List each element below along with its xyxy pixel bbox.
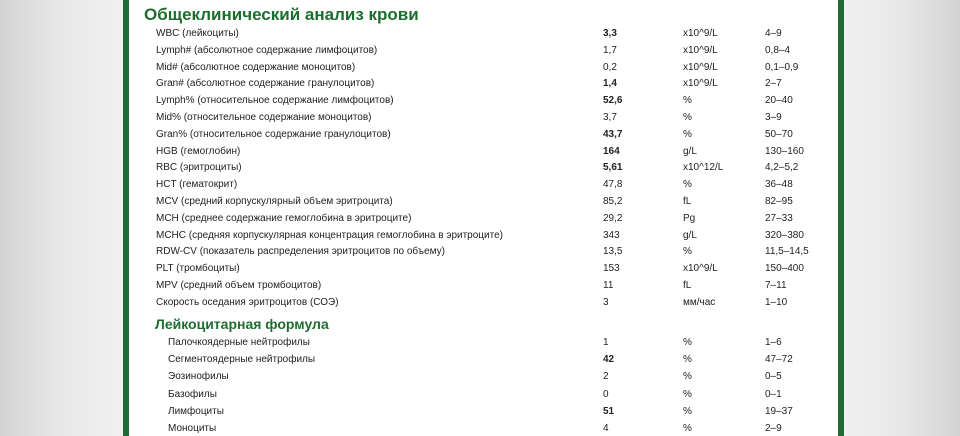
table-row	[129, 143, 838, 160]
test-unit: x10^9/L	[683, 28, 718, 39]
table-row	[129, 126, 838, 143]
reference-range: 1–10	[765, 296, 788, 308]
test-value: 3,7	[603, 112, 617, 123]
table-row	[129, 386, 838, 403]
test-unit: %	[683, 179, 692, 191]
reference-range: 130–160	[765, 145, 804, 157]
reference-range: 2–7	[765, 78, 782, 90]
reference-range: 320–380	[765, 229, 804, 241]
test-unit: %	[683, 128, 692, 140]
test-unit: fL	[683, 280, 692, 291]
test-name: Сегментоядерные нейтрофилы	[168, 354, 316, 366]
table-row	[129, 243, 838, 260]
test-name: MCV (средний корпускулярный объем эритроцита)	[156, 196, 393, 207]
reference-range: 50–70	[765, 128, 793, 140]
test-value: 13,5	[603, 246, 623, 258]
test-value: 164	[603, 145, 620, 157]
test-name: Gran# (абсолютное содержание гранулоцитов)	[156, 78, 375, 90]
test-value: 47,8	[603, 179, 623, 191]
test-name: PLT (тромбоциты)	[156, 263, 240, 275]
test-value: 153	[603, 263, 620, 275]
test-name: HCT (гематокрит)	[156, 179, 238, 191]
section-title-leukocyte-formula: Лейкоцитарная формула	[155, 316, 329, 332]
table-row	[129, 25, 838, 42]
test-value: 52,6	[603, 95, 623, 107]
test-name: Mid% (относительное содержание моноцитов)	[156, 112, 372, 123]
table-row	[129, 334, 838, 351]
test-unit: %	[683, 405, 692, 417]
reference-range: 36–48	[765, 179, 793, 191]
reference-range: 27–33	[765, 212, 793, 224]
test-unit: %	[683, 95, 692, 107]
reference-range: 47–72	[765, 354, 793, 366]
test-unit: fL	[683, 196, 692, 207]
table-row	[129, 294, 838, 311]
reference-range: 0,1–0,9	[765, 61, 799, 73]
test-unit: %	[683, 112, 692, 123]
test-unit: %	[683, 337, 692, 348]
test-value: 51	[603, 405, 615, 417]
table-row	[129, 176, 838, 193]
test-unit: Pg	[683, 212, 696, 224]
test-name: HGB (гемоглобин)	[156, 145, 241, 157]
test-unit: x10^12/L	[683, 162, 724, 174]
test-value: 42	[603, 354, 615, 366]
test-value: 3,3	[603, 28, 617, 39]
table-row	[129, 420, 838, 436]
reference-range: 1–6	[765, 337, 782, 348]
reference-range: 4,2–5,2	[765, 162, 799, 174]
reference-range: 0,8–4	[765, 44, 791, 56]
table-row	[129, 109, 838, 126]
reference-range: 0–5	[765, 371, 782, 383]
test-name: RDW-CV (показатель распределения эритроцитов по объему)	[156, 246, 445, 258]
test-value: 85,2	[603, 196, 623, 207]
test-value: 3	[603, 296, 609, 308]
test-name: Моноциты	[168, 423, 217, 434]
test-name: RBC (эритроциты)	[156, 162, 242, 174]
test-name: Базофилы	[168, 388, 217, 400]
test-value: 2	[603, 371, 609, 383]
test-name: Палочкоядерные нейтрофилы	[168, 337, 310, 348]
table-row	[129, 351, 838, 368]
reference-range: 20–40	[765, 95, 793, 107]
test-value: 1	[603, 337, 609, 348]
reference-range: 19–37	[765, 405, 793, 417]
test-value: 43,7	[603, 128, 623, 140]
test-value: 5,61	[603, 162, 623, 174]
test-unit: %	[683, 388, 692, 400]
table-row	[129, 193, 838, 210]
test-unit: мм/час	[683, 296, 716, 308]
table-row	[129, 210, 838, 227]
report-panel	[123, 0, 844, 436]
table-row	[129, 403, 838, 420]
test-value: 0,2	[603, 61, 617, 73]
test-name: MPV (средний объем тромбоцитов)	[156, 280, 322, 291]
test-value: 0	[603, 388, 609, 400]
report-title: Общеклинический анализ крови	[144, 5, 419, 24]
reference-range: 11,5–14,5	[765, 246, 809, 258]
test-name: Lymph# (абсолютное содержание лимфоцитов)	[156, 44, 378, 56]
test-name: WBC (лейкоциты)	[156, 28, 239, 39]
test-unit: x10^9/L	[683, 263, 718, 275]
test-name: Лимфоциты	[168, 405, 224, 417]
test-name: MCHC (средняя корпускулярная концентрация гемоглобина в эритроците)	[156, 229, 503, 241]
test-name: Lymph% (относительное содержание лимфоцитов)	[156, 95, 394, 107]
test-name: MCH (среднее содержание гемоглобина в эритроците)	[156, 212, 412, 224]
test-unit: %	[683, 423, 692, 434]
reference-range: 2–9	[765, 423, 782, 434]
test-name: Gran% (относительное содержание гранулоцитов)	[156, 128, 391, 140]
test-name: Mid# (абсолютное содержание моноцитов)	[156, 61, 356, 73]
reference-range: 82–95	[765, 196, 793, 207]
test-unit: g/L	[683, 229, 697, 241]
reference-range: 4–9	[765, 28, 782, 39]
test-unit: %	[683, 354, 692, 366]
table-row	[129, 277, 838, 294]
reference-range: 7–11	[765, 280, 787, 291]
test-unit: x10^9/L	[683, 78, 718, 90]
test-value: 11	[603, 280, 614, 291]
table-row	[129, 227, 838, 244]
table-row	[129, 92, 838, 109]
test-unit: %	[683, 246, 692, 258]
reference-range: 0–1	[765, 388, 782, 400]
table-row	[129, 42, 838, 59]
test-value: 343	[603, 229, 620, 241]
table-row	[129, 260, 838, 277]
test-unit: %	[683, 371, 692, 383]
reference-range: 3–9	[765, 112, 782, 123]
test-name: Эозинофилы	[168, 371, 229, 383]
table-row	[129, 75, 838, 92]
test-name: Скорость оседания эритроцитов (СОЭ)	[156, 296, 339, 308]
test-unit: g/L	[683, 145, 697, 157]
test-value: 29,2	[603, 212, 623, 224]
table-row	[129, 159, 838, 176]
test-value: 1,7	[603, 44, 617, 56]
test-unit: x10^9/L	[683, 61, 718, 73]
table-row	[129, 368, 838, 385]
table-row	[129, 59, 838, 76]
test-unit: x10^9/L	[683, 44, 718, 56]
test-value: 4	[603, 423, 609, 434]
test-value: 1,4	[603, 78, 617, 90]
reference-range: 150–400	[765, 263, 804, 275]
